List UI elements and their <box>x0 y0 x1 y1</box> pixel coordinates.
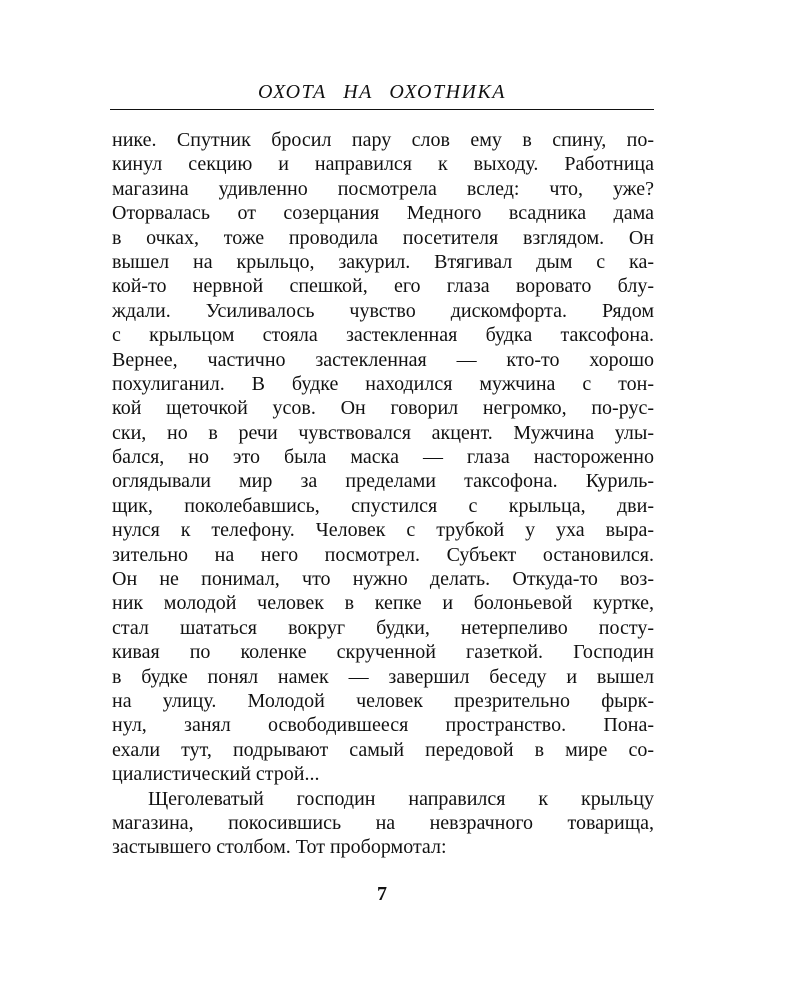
text-line: магазина удивленно посмотрела вслед: что, уже? <box>112 177 654 200</box>
text-line: нулся к телефону. Человек с трубкой у уха выра- <box>112 519 654 542</box>
text-line: с крыльцом стояла застекленная будка таксофона. <box>112 324 654 347</box>
text-line: вышел на крыльцо, закурил. Втягивал дым с ка- <box>112 250 654 273</box>
text-line: стал шататься вокруг будки, нетерпеливо посту- <box>112 616 654 639</box>
text-line: в очках, тоже проводила посетителя взглядом. Он <box>112 226 654 249</box>
text-line: ски, но в речи чувствовался акцент. Мужчина улы- <box>112 421 654 444</box>
page-number: 7 <box>377 883 387 905</box>
body-text <box>112 128 654 860</box>
text-line: похулиганил. В будке находился мужчина с тон- <box>112 372 654 395</box>
text-line: на улицу. Молодой человек презрительно фырк- <box>112 689 654 712</box>
paragraph <box>112 128 654 787</box>
text-line: кой-то нервной спешкой, его глаза вороватo блу- <box>112 275 654 298</box>
text-line: ждали. Усиливалось чувство дискомфорта. Рядом <box>112 299 654 322</box>
text-line: кой щеточкой усов. Он говорил негромко, по-рус- <box>112 397 654 420</box>
paragraph <box>112 787 654 860</box>
text-line: кивая по коленке скрученной газеткой. Господин <box>112 641 654 664</box>
text-line: Оторвалась от созерцания Медного всадника дама <box>112 202 654 225</box>
text-line: ник молодой человек в кепке и болоньевой куртке, <box>112 592 654 615</box>
header-rule <box>110 109 654 110</box>
text-line: кинул секцию и направился к выходу. Работница <box>112 153 654 176</box>
text-line: Он не понимал, что нужно делать. Откуда-то воз- <box>112 568 654 591</box>
text-line: в будке понял намек — завершил беседу и вышел <box>112 665 654 688</box>
text-line: циалистический строй... <box>112 763 320 786</box>
text-line: Вернее, частично застекленная — кто-то хорошо <box>112 348 654 371</box>
text-line: зительно на него посмотрел. Субъект остановился. <box>112 543 654 566</box>
text-line: оглядывали мир за пределами таксофона. Куриль- <box>112 470 654 493</box>
text-line: нул, занял освободившееся пространство. Пона- <box>112 714 654 737</box>
text-line: ехали тут, подрывают самый передовой в мире со- <box>112 738 654 761</box>
text-line: щик, поколебавшись, спустился с крыльца, дви- <box>112 494 654 517</box>
running-head: ОХОТА НА ОХОТНИКА <box>258 81 506 103</box>
text-line: Щеголеватый господин направился к крыльцу <box>148 787 654 810</box>
text-line: нике. Спутник бросил пару слов ему в спину, по- <box>112 129 654 151</box>
text-line: застывшего столбом. Тот пробормотал: <box>112 836 447 859</box>
text-line: бался, но это была маска — глаза настороженно <box>112 446 654 469</box>
text-line: магазина, покосившись на невзрачного товарища, <box>112 811 654 834</box>
